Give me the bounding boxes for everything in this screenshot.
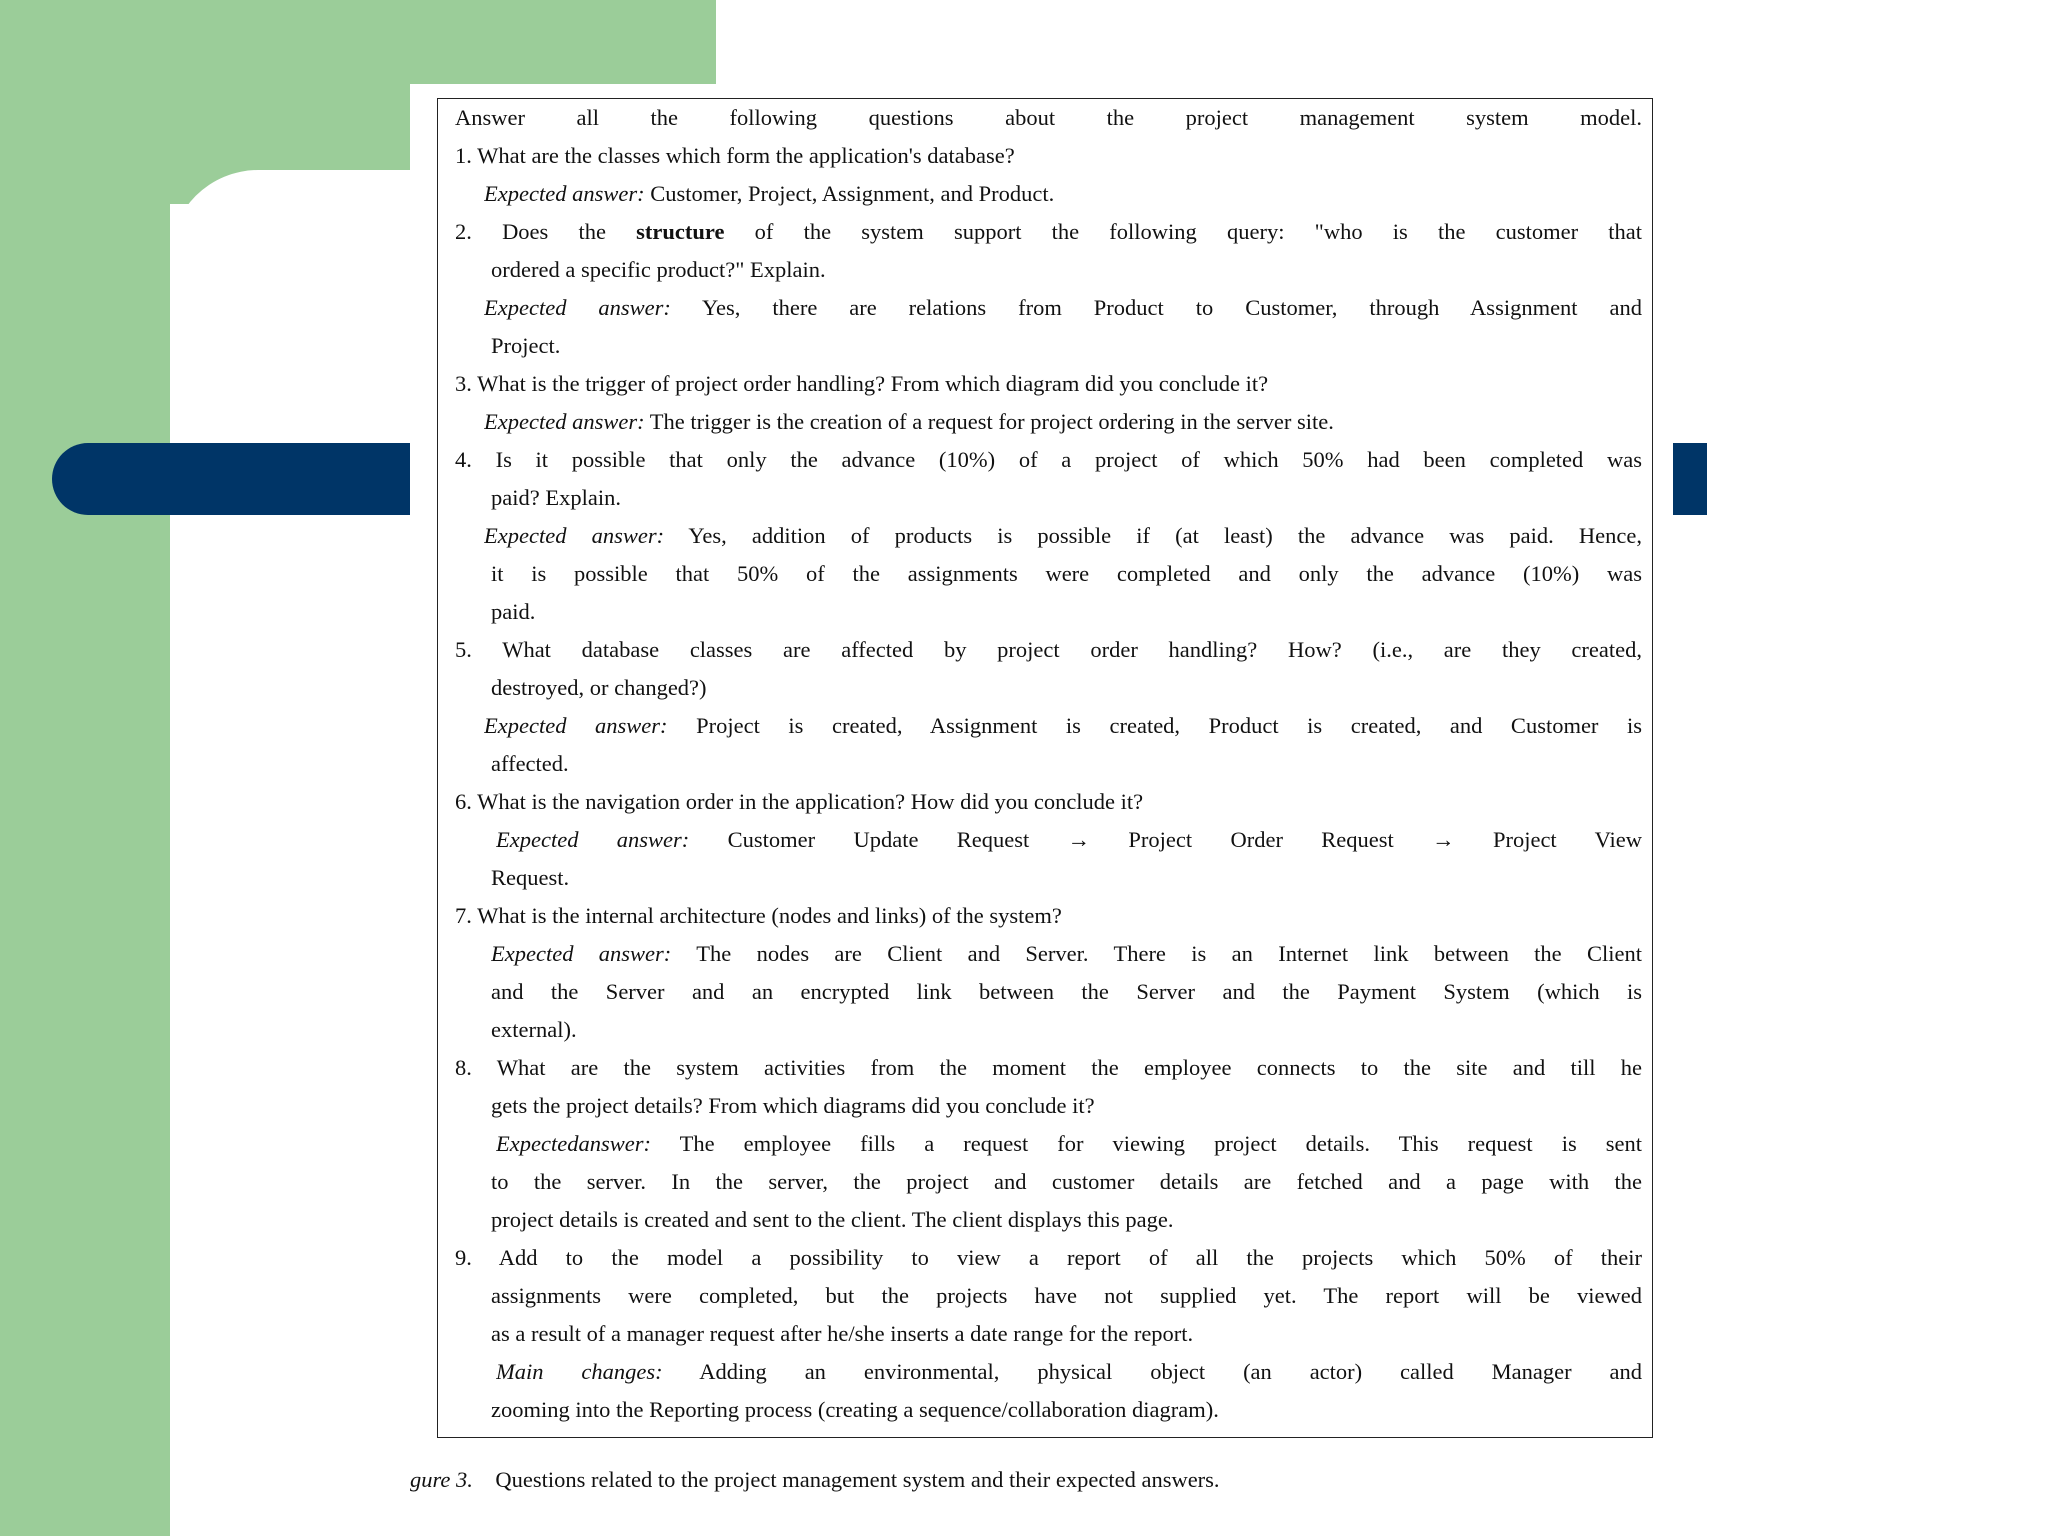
answer-8-continued-2: project details is created and sent to the client. The client displays this page. [491, 1207, 1174, 1232]
answer-7: Expected answer: The nodes are Client and Server. There is an Internet link between the Client [491, 941, 1642, 966]
question-4-continued: paid? Explain. [491, 485, 621, 510]
answer-label: Expected answer: [491, 941, 672, 966]
question-7: 7. What is the internal architecture (nodes and links) of the system? [455, 903, 1062, 928]
figure-caption-text: Questions related to the project management system and their expected answers. [495, 1467, 1220, 1492]
question-3: 3. What is the trigger of project order handling? From which diagram did you conclude it? [455, 371, 1269, 396]
answer-2: Expected answer: Yes, there are relations from Product to Customer, through Assignment and [484, 295, 1642, 320]
question-6: 6. What is the navigation order in the application? How did you conclude it? [455, 789, 1144, 814]
answer-4-continued: it is possible that 50% of the assignments were completed and only the advance (10%) was [491, 561, 1642, 586]
questions-frame [437, 98, 1653, 1438]
answer-3: Expected answer: The trigger is the creation of a request for project ordering in the server site. [484, 409, 1334, 434]
answer-6-continued: Request. [491, 865, 570, 890]
answer-1: Expected answer: Customer, Project, Assignment, and Product. [484, 181, 1055, 206]
slide-navy-accent-right [1673, 443, 1707, 515]
question-5-continued: destroyed, or changed?) [491, 675, 707, 700]
answer-label: Expected answer: [496, 827, 690, 852]
answer-7-continued: and the Server and an encrypted link between the Server and the Payment System (which is [491, 979, 1642, 1004]
answer-label: Expected answer: [484, 523, 665, 548]
answer-label: Expected answer: [484, 713, 668, 738]
figure-caption [410, 1460, 1220, 1500]
slide-navy-accent-left [52, 443, 422, 515]
answer-label: Expectedanswer: [496, 1131, 651, 1156]
answer-label: Expected answer: [484, 295, 671, 320]
answer-2-continued: Project. [491, 333, 561, 358]
question-9: 9. Add to the model a possibility to view a report of all the projects which 50% of their [455, 1245, 1642, 1270]
question-9-continued-2: as a result of a manager request after he/she inserts a date range for the report. [491, 1321, 1194, 1346]
answer-7-continued-2: external). [491, 1017, 577, 1042]
question-8: 8. What are the system activities from the moment the employee connects to the site and till he [455, 1055, 1642, 1080]
question-8-continued: gets the project details? From which diagrams did you conclude it? [491, 1093, 1095, 1118]
answer-4: Expected answer: Yes, addition of products is possible if (at least) the advance was paid. Hence, [484, 523, 1642, 548]
answer-8: Expectedanswer: The employee fills a request for viewing project details. This request is sent [496, 1131, 1642, 1156]
answer-4-continued-2: paid. [491, 599, 536, 624]
answer-label: Expected answer: [484, 409, 645, 434]
question-2: 2. Does the structure of the system support the following query: "who is the customer that [455, 219, 1642, 244]
slide-green-side-band [0, 0, 170, 1536]
answer-8-continued: to the server. In the server, the project and customer details are fetched and a page with the [491, 1169, 1642, 1194]
question-4: 4. Is it possible that only the advance (10%) of a project of which 50% had been completed was [455, 447, 1642, 472]
answer-5: Expected answer: Project is created, Assignment is created, Product is created, and Customer is [484, 713, 1642, 738]
answer-9: Main changes: Adding an environmental, physical object (an actor) called Manager and [496, 1359, 1642, 1384]
answer-label: Expected answer: [484, 181, 645, 206]
question-1: 1. What are the classes which form the application's database? [455, 143, 1015, 168]
question-5: 5. What database classes are affected by project order handling? How? (i.e., are they created, [455, 637, 1642, 662]
answer-label: Main changes: [496, 1359, 663, 1384]
question-9-continued: assignments were completed, but the projects have not supplied yet. The report will be viewed [491, 1283, 1642, 1308]
questions-heading: Answer all the following questions about the project management system model. [455, 105, 1642, 130]
answer-9-continued: zooming into the Reporting process (creating a sequence/collaboration diagram). [491, 1397, 1219, 1422]
figure-label: gure 3. [410, 1467, 473, 1492]
question-2-continued: ordered a specific product?" Explain. [491, 257, 826, 282]
answer-5-continued: affected. [491, 751, 569, 776]
answer-6: Expected answer: Customer Update Request → Project Order Request → Project View [496, 827, 1642, 852]
